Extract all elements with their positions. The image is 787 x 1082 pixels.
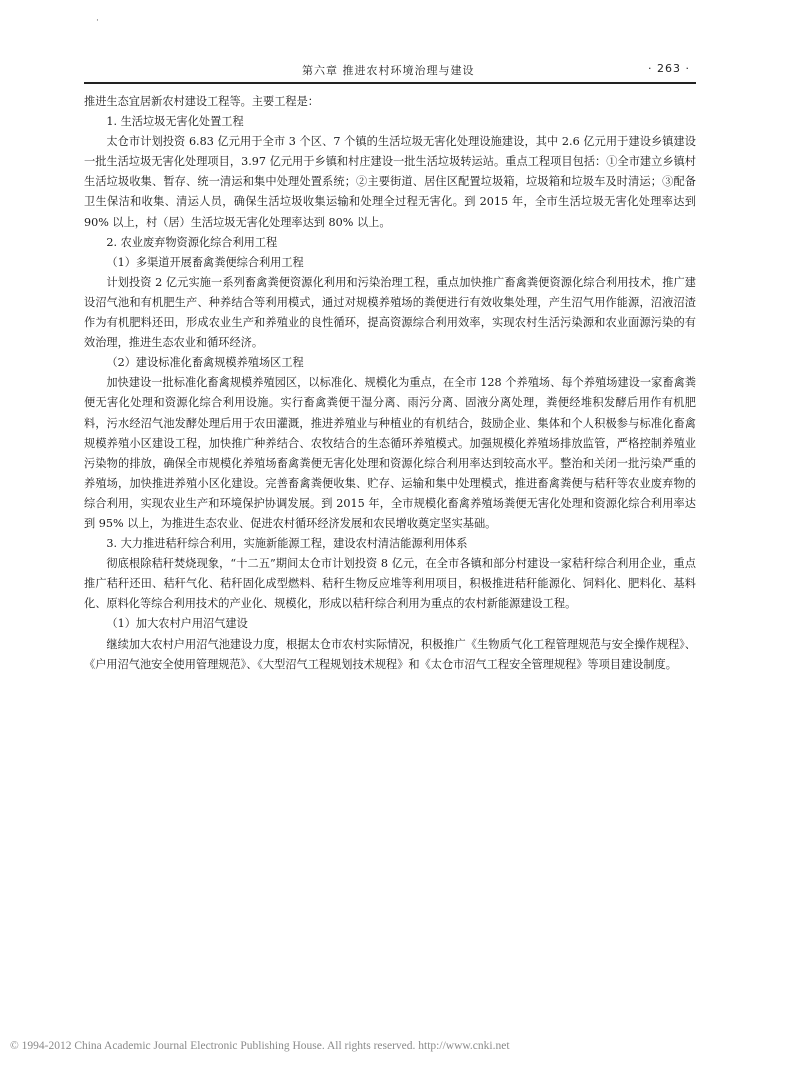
subsection-heading: （1）多渠道开展畜禽粪便综合利用工程 [106,255,304,269]
section-heading: 3. 大力推进秸秆综合利用，实施新能源工程，建设农村清洁能源利用体系 [106,537,468,551]
document-body [84,92,696,675]
subsection-heading: （2）建设标准化畜禽规模养殖场区工程 [106,356,304,370]
copyright-footer: © 1994-2012 China Academic Journal Electronic Publishing House. All rights reserved. http://www.cnki.net [10,1040,510,1052]
page-number: · 263 · [648,62,690,75]
page-mark: · [96,16,99,26]
chapter-title: 第六章 推进农村环境治理与建设 [302,64,475,77]
subsection-heading: （1）加大农村户用沼气建设 [106,617,248,631]
body-paragraph: 彻底根除秸秆焚烧现象，“十二五”期间太仓市计划投资 8 亿元，在全市各镇和部分村建设一家秸秆综合利用企业，重点推广秸秆还田、秸秆气化、秸秆固化成型燃料、秸秆生物反应堆等利用项目，积极推进秸秆能源化、饲料化、肥料化、基料化、原料化等综合利用技术的产业化、规模化，形成以秸秆综合利用为重点的农村新能源建设工程。 [84,557,696,611]
body-paragraph: 继续加大农村户用沼气池建设力度，根据太仓市农村实际情况，积极推广《生物质气化工程管理规范与安全操作规程》、《户用沼气池安全使用管理规范》、《大型沼气工程规划技术规程》和《太仓市沼气工程安全管理规程》等项目建设制度。 [84,637,696,671]
body-paragraph: 太仓市计划投资 6.83 亿元用于全市 3 个区、7 个镇的生活垃圾无害化处理设施建设，其中 2.6 亿元用于建设乡镇建设一批生活垃圾无害化处理项目，3.97 亿元用于乡镇和村庄建设一批生活垃圾转运站。重点工程项目包括：①全市建立乡镇村生活垃圾收集、暂存、统一清运和集中处理处置系统；②主要街道、居住区配置垃圾箱，垃圾箱和垃圾车及时清运；③配备卫生保洁和收集、清运人员，确保生活垃圾收集运输和处理全过程无害化。到 2015 年，全市生活垃圾无害化处理率达到 90% 以上，村（居）生活垃圾无害化处理率达到 80% 以上。 [84,135,696,229]
section-heading: 1. 生活垃圾无害化处置工程 [106,115,244,129]
body-paragraph: 计划投资 2 亿元实施一系列畜禽粪便资源化利用和污染治理工程，重点加快推广畜禽粪便资源化综合利用技术，推广建设沼气池和有机肥生产、种养结合等利用模式，通过对规模养殖场的粪便进行有效收集处理，产生沼气用作能源，沼液沼渣作为有机肥料还田，形成农业生产和养殖业的良性循环，提高资源综合利用效率，实现农村生活污染源和农业面源污染的有效治理，推进生态农业和循环经济。 [84,275,696,350]
header-rule [84,82,696,84]
body-paragraph: 加快建设一批标准化畜禽规模养殖园区，以标准化、规模化为重点，在全市 128 个养殖场、每个养殖场建设一家畜禽粪便无害化处理和资源化综合利用设施。实行畜禽粪便干湿分离、雨污分离、固液分离处理，粪便经堆积发酵后用作有机肥料，污水经沼气池发酵处理后用于农田灌溉，推进养殖业与种植业的有机结合，鼓励企业、集体和个人积极参与标准化畜禽规模养殖小区建设工程，加快推广种养结合、农牧结合的生态循环养殖模式。加强规模化养殖场排放监管，严格控制养殖业污染物的排放，确保全市规模化养殖场畜禽粪便无害化处理和资源化综合利用率达到较高水平。整治和关闭一批污染严重的养殖场，加快推进养殖小区化建设。完善畜禽粪便收集、贮存、运输和集中处理模式，推进畜禽粪便与秸秆等农业废弃物的综合利用，实现农业生产和环境保护协调发展。到 2015 年，全市规模化畜禽养殖场粪便无害化处理和资源化综合利用率达到 95% 以上，为推进生态农业、促进农村循环经济发展和农民增收奠定坚实基础。 [84,376,696,530]
body-paragraph: 推进生态宜居新农村建设工程等。主要工程是： [84,95,319,108]
running-header [84,60,698,78]
section-heading: 2. 农业废弃物资源化综合利用工程 [106,235,278,249]
